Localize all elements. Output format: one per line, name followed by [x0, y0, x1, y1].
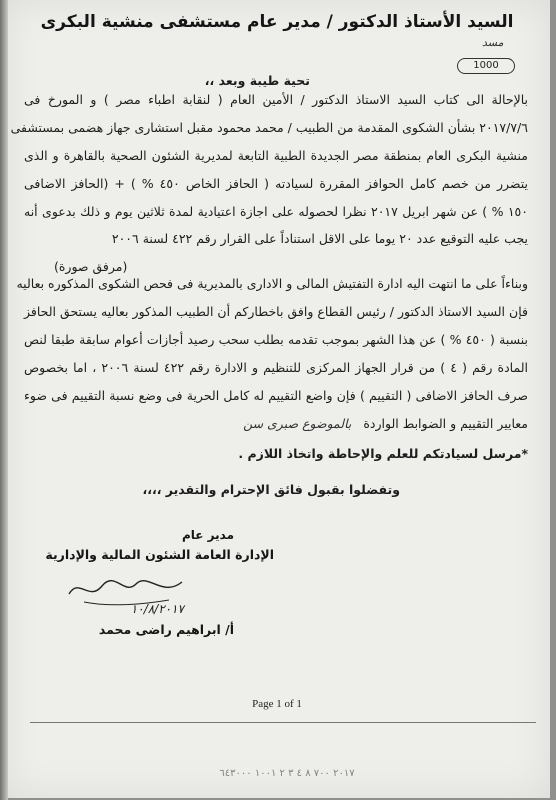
reference-stamp: 1000: [457, 58, 515, 74]
handwritten-note: مسد: [482, 36, 504, 49]
body-line: بالإحالة الى كتاب السيد الاستاذ الدكتور / الأمين العام ( لنقابة اطباء مصر ) و المورخ فى: [24, 92, 528, 107]
page-edge-shadow: [0, 0, 8, 800]
handwritten-date: ١٠/٨/٢٠١٧: [130, 602, 184, 616]
attachment-note: (مرفق صورة): [54, 259, 128, 274]
body-line: فإن السيد الاستاذ الدكتور / رئيس القطاع وافق باخطاركم أن الطبيب المذكور بعاليه يستحق الحافز: [24, 304, 528, 319]
body-line: منشية البكرى العام بمنطقة مصر الجديدة الطبية التابعة لمديرية الشئون الصحية بالقاهرة و الذى: [24, 148, 528, 163]
body-line: المادة رقم ( ٤ ) من قرار الجهاز المركزى للتنظيم و الادارة رقم ٤٢٢ لسنة ٢٠٠٦ ، اما بخصوص: [24, 360, 528, 375]
body-line: يجب عليه التوقيع عدد ٢٠ يوما على الاقل استناداً على القرار رقم ٤٢٢ لسنة ٢٠٠٦: [111, 231, 528, 246]
footer-divider: [30, 722, 536, 723]
handwritten-inline-note: بالموضوع صبرى سن: [243, 416, 352, 431]
body-line: ١٥٠ % ) عن شهر ابريل ٢٠١٧ نظرا لحصوله على اجازة اعتيادية لمدة ثلاثين يوم و ذلك بدعوى أنه: [24, 204, 528, 219]
signatory-title: مدير عام: [181, 528, 234, 542]
signatory-name: أ/ ابراهيم راضى محمد: [98, 622, 234, 637]
closing-line: وتفضلوا بقبول فائق الإحترام والتقدير ،،،،: [142, 482, 400, 497]
body-line: معايير التقييم و الضوابط الواردة بالموضوع صبرى سن: [243, 416, 528, 431]
document-page: [4, 0, 550, 798]
body-line: ٢٠١٧/٧/٦ بشأن الشكوى المقدمة من الطبيب / محمد محمود مقبل استشارى جهاز هضمى بمستشفى: [10, 120, 528, 135]
body-line: وبناءاً على ما انتهت اليه ادارة التفتيش المالى و الادارى بالمديرية فى فحص الشكوى المذكوره بعاليه: [16, 276, 528, 291]
greeting: تحية طيبة وبعد ،،: [204, 73, 310, 88]
body-line: يتضرر من خصم كامل الحوافز المقررة لسيادته ( الحافز الخاص ٤٥٠ % ) + (الحافز الاضافى: [24, 176, 528, 191]
letter-heading: السيد الأستاذ الدكتور / مدير عام مستشفى منشية البكرى: [40, 12, 514, 32]
body-line: بنسبة ( ٤٥٠ % ) عن هذا الشهر بموجب تقدمه بطلب سحب رصيد أجازات أعوام سابقة طبقا لنص: [24, 332, 528, 347]
closing-note: *مرسل لسيادتكم للعلم والإحاطة واتخاذ اللازم .: [238, 446, 528, 461]
page-number: Page 1 of 1: [252, 698, 302, 710]
signatory-department: الإدارة العامة الشئون المالية والإدارية: [45, 547, 274, 562]
bottom-handwriting: ٢٠١٧ ٧٠٠ ٨ ٤ ٣ ٢ ١٠٠١ ٦٤٣٠٠٠: [219, 768, 355, 779]
body-line: صرف الحافز الاضافى ( التقييم ) فإن واضع التقييم له كامل الحرية فى وضع نسبة التقييم فى ضوء: [24, 388, 528, 403]
